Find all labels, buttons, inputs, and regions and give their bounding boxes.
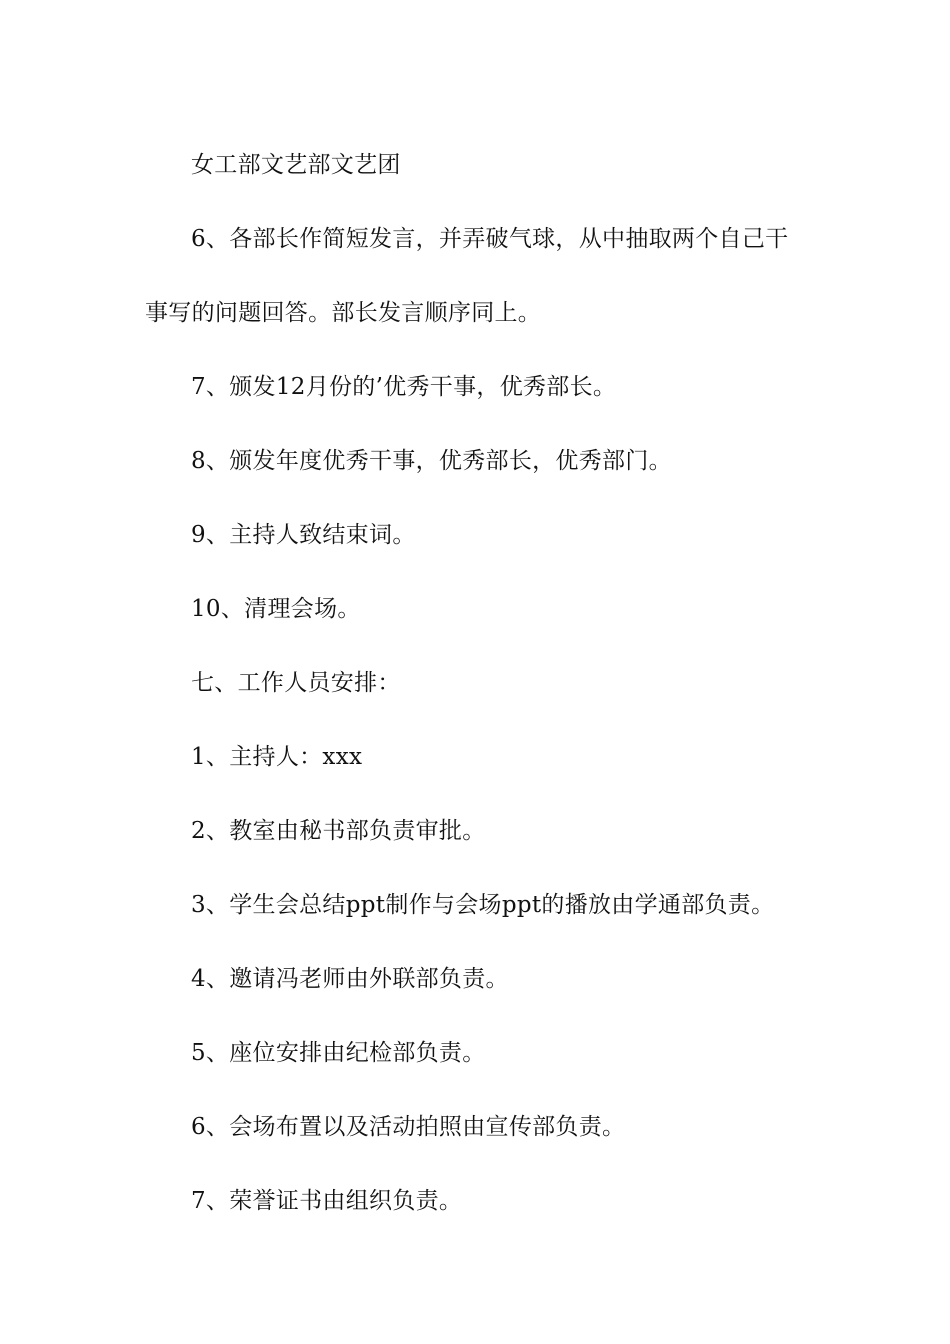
staff-item-5-seating: 5、座位安排由纪检部负责。 xyxy=(191,1040,486,1066)
staff-item-1-host: 1、主持人：xxx xyxy=(191,744,363,770)
section-heading-staff: 七、工作人员安排： xyxy=(191,670,401,696)
staff-item-2-classroom: 2、教室由秘书部负责审批。 xyxy=(191,818,486,844)
staff-item-3-ppt: 3、学生会总结ppt制作与会场ppt的播放由学通部负责。 xyxy=(191,892,775,918)
paragraph-item-9-closing: 9、主持人致结束词。 xyxy=(191,522,416,548)
staff-item-7-certificates: 7、荣誉证书由组织负责。 xyxy=(191,1188,463,1214)
staff-item-6-venue-photos: 6、会场布置以及活动拍照由宣传部负责。 xyxy=(191,1114,626,1140)
staff-item-4-invitation: 4、邀请冯老师由外联部负责。 xyxy=(191,966,509,992)
paragraph-item-8-annual-awards: 8、颁发年度优秀干事，优秀部长，优秀部门。 xyxy=(191,448,672,474)
paragraph-item-6-speeches: 6、各部长作简短发言，并弄破气球，从中抽取两个自己干事写的问题回答。部长发言顺序同上。 xyxy=(145,226,789,326)
paragraph-item-7-monthly-awards: 7、颁发12月份的’优秀干事，优秀部长。 xyxy=(191,374,617,400)
paragraph-departments: 女工部文艺部文艺团 xyxy=(191,152,401,178)
document-body xyxy=(145,128,810,1238)
paragraph-item-10-cleanup: 10、清理会场。 xyxy=(191,596,361,622)
